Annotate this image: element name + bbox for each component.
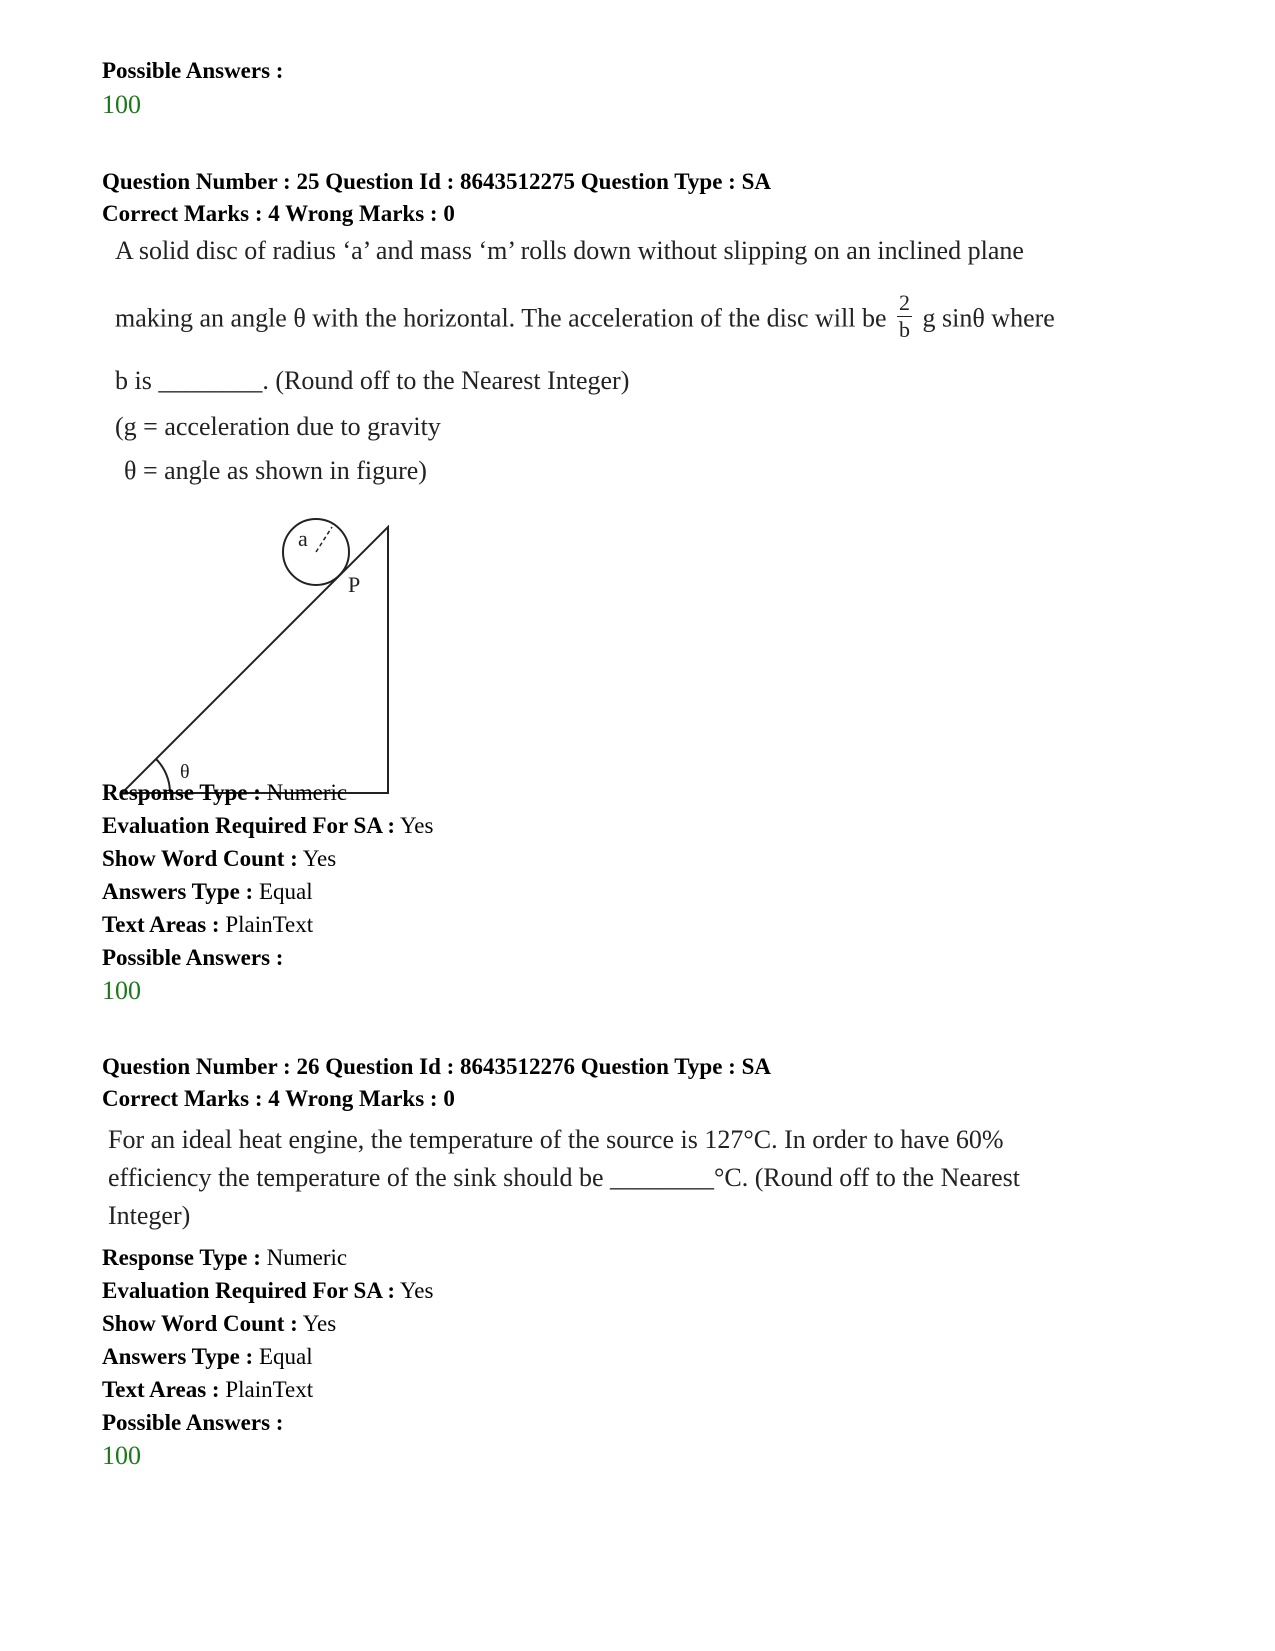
meta-value: Equal xyxy=(258,1344,313,1369)
q25-text-line3: b is ________. (Round off to the Nearest Integer) xyxy=(115,366,630,395)
meta-label: Response Type : xyxy=(102,1245,261,1270)
meta-value: Yes xyxy=(400,1278,434,1303)
meta-value: Numeric xyxy=(266,1245,348,1270)
meta-label: Response Type : xyxy=(102,780,261,805)
meta-label: Evaluation Required For SA : xyxy=(102,813,396,838)
q26-marks: Correct Marks : 4 Wrong Marks : 0 xyxy=(102,1086,455,1111)
q26-meta-evaluation xyxy=(102,1278,433,1304)
meta-label: Text Areas : xyxy=(102,912,220,937)
meta-value: PlainText xyxy=(225,912,314,937)
q25-header: Question Number : 25 Question Id : 8643512275 Question Type : SA xyxy=(102,169,771,194)
q25-text-line5: θ = angle as shown in figure) xyxy=(124,456,427,485)
possible-answer-value: 100 xyxy=(102,90,141,119)
meta-value: Yes xyxy=(302,846,337,871)
q26-possible-answer-value: 100 xyxy=(102,1441,141,1470)
meta-label: Answers Type : xyxy=(102,1344,254,1369)
q25-text-line4: (g = acceleration due to gravity xyxy=(115,412,441,441)
q25-text-line2-a: making an angle θ with the horizontal. The acceleration of the disc will be xyxy=(115,303,887,333)
incline-figure xyxy=(110,515,400,800)
q26-meta-answers-type xyxy=(102,1344,313,1370)
fraction xyxy=(897,292,912,341)
q25-meta-response-type xyxy=(102,780,347,806)
q26-meta-possible-answers xyxy=(102,1410,283,1436)
incline-triangle xyxy=(122,527,388,793)
meta-label: Text Areas : xyxy=(102,1377,220,1402)
meta-label: Answers Type : xyxy=(102,879,254,904)
q25-marks: Correct Marks : 4 Wrong Marks : 0 xyxy=(102,201,455,226)
meta-value: Equal xyxy=(258,879,313,904)
possible-answers-label: Possible Answers : xyxy=(102,58,284,83)
q25-text-line1: A solid disc of radius ‘a’ and mass ‘m’ rolls down without slipping on an inclined plane xyxy=(115,236,1024,265)
q26-header: Question Number : 26 Question Id : 8643512276 Question Type : SA xyxy=(102,1054,771,1079)
q25-text-line2 xyxy=(115,290,1175,345)
q25-meta-text-areas xyxy=(102,912,313,938)
point-label: P xyxy=(348,572,361,597)
q25-text-line2-b: g sinθ where xyxy=(922,303,1055,333)
q26-text-line2: efficiency the temperature of the sink should be ________°C. (Round off to the Nearest xyxy=(108,1163,1020,1192)
radius-dashed-line xyxy=(316,527,332,552)
q26-meta-response-type xyxy=(102,1245,347,1271)
meta-label: Show Word Count : xyxy=(102,846,298,871)
q26-meta-word-count xyxy=(102,1311,336,1337)
q26-meta-text-areas xyxy=(102,1377,313,1403)
angle-label: θ xyxy=(180,761,190,783)
meta-label: Possible Answers : xyxy=(102,1410,284,1435)
q25-possible-answer-value: 100 xyxy=(102,976,141,1005)
q25-meta-answers-type xyxy=(102,879,313,905)
q26-text-line1: For an ideal heat engine, the temperature of the source is 127°C. In order to have 60% xyxy=(108,1125,1004,1154)
q25-meta-evaluation xyxy=(102,813,433,839)
q25-meta-word-count xyxy=(102,846,336,872)
meta-value: Yes xyxy=(302,1311,337,1336)
fraction-numerator: 2 xyxy=(899,290,910,315)
meta-label: Evaluation Required For SA : xyxy=(102,1278,396,1303)
meta-value: Yes xyxy=(400,813,434,838)
q26-text-line3: Integer) xyxy=(108,1201,191,1230)
fraction-denominator: b xyxy=(899,317,910,342)
meta-label: Show Word Count : xyxy=(102,1311,298,1336)
q25-meta-possible-answers xyxy=(102,945,283,971)
meta-value: PlainText xyxy=(225,1377,314,1402)
meta-value: Numeric xyxy=(266,780,348,805)
radius-label: a xyxy=(298,526,308,551)
meta-label: Possible Answers : xyxy=(102,945,284,970)
